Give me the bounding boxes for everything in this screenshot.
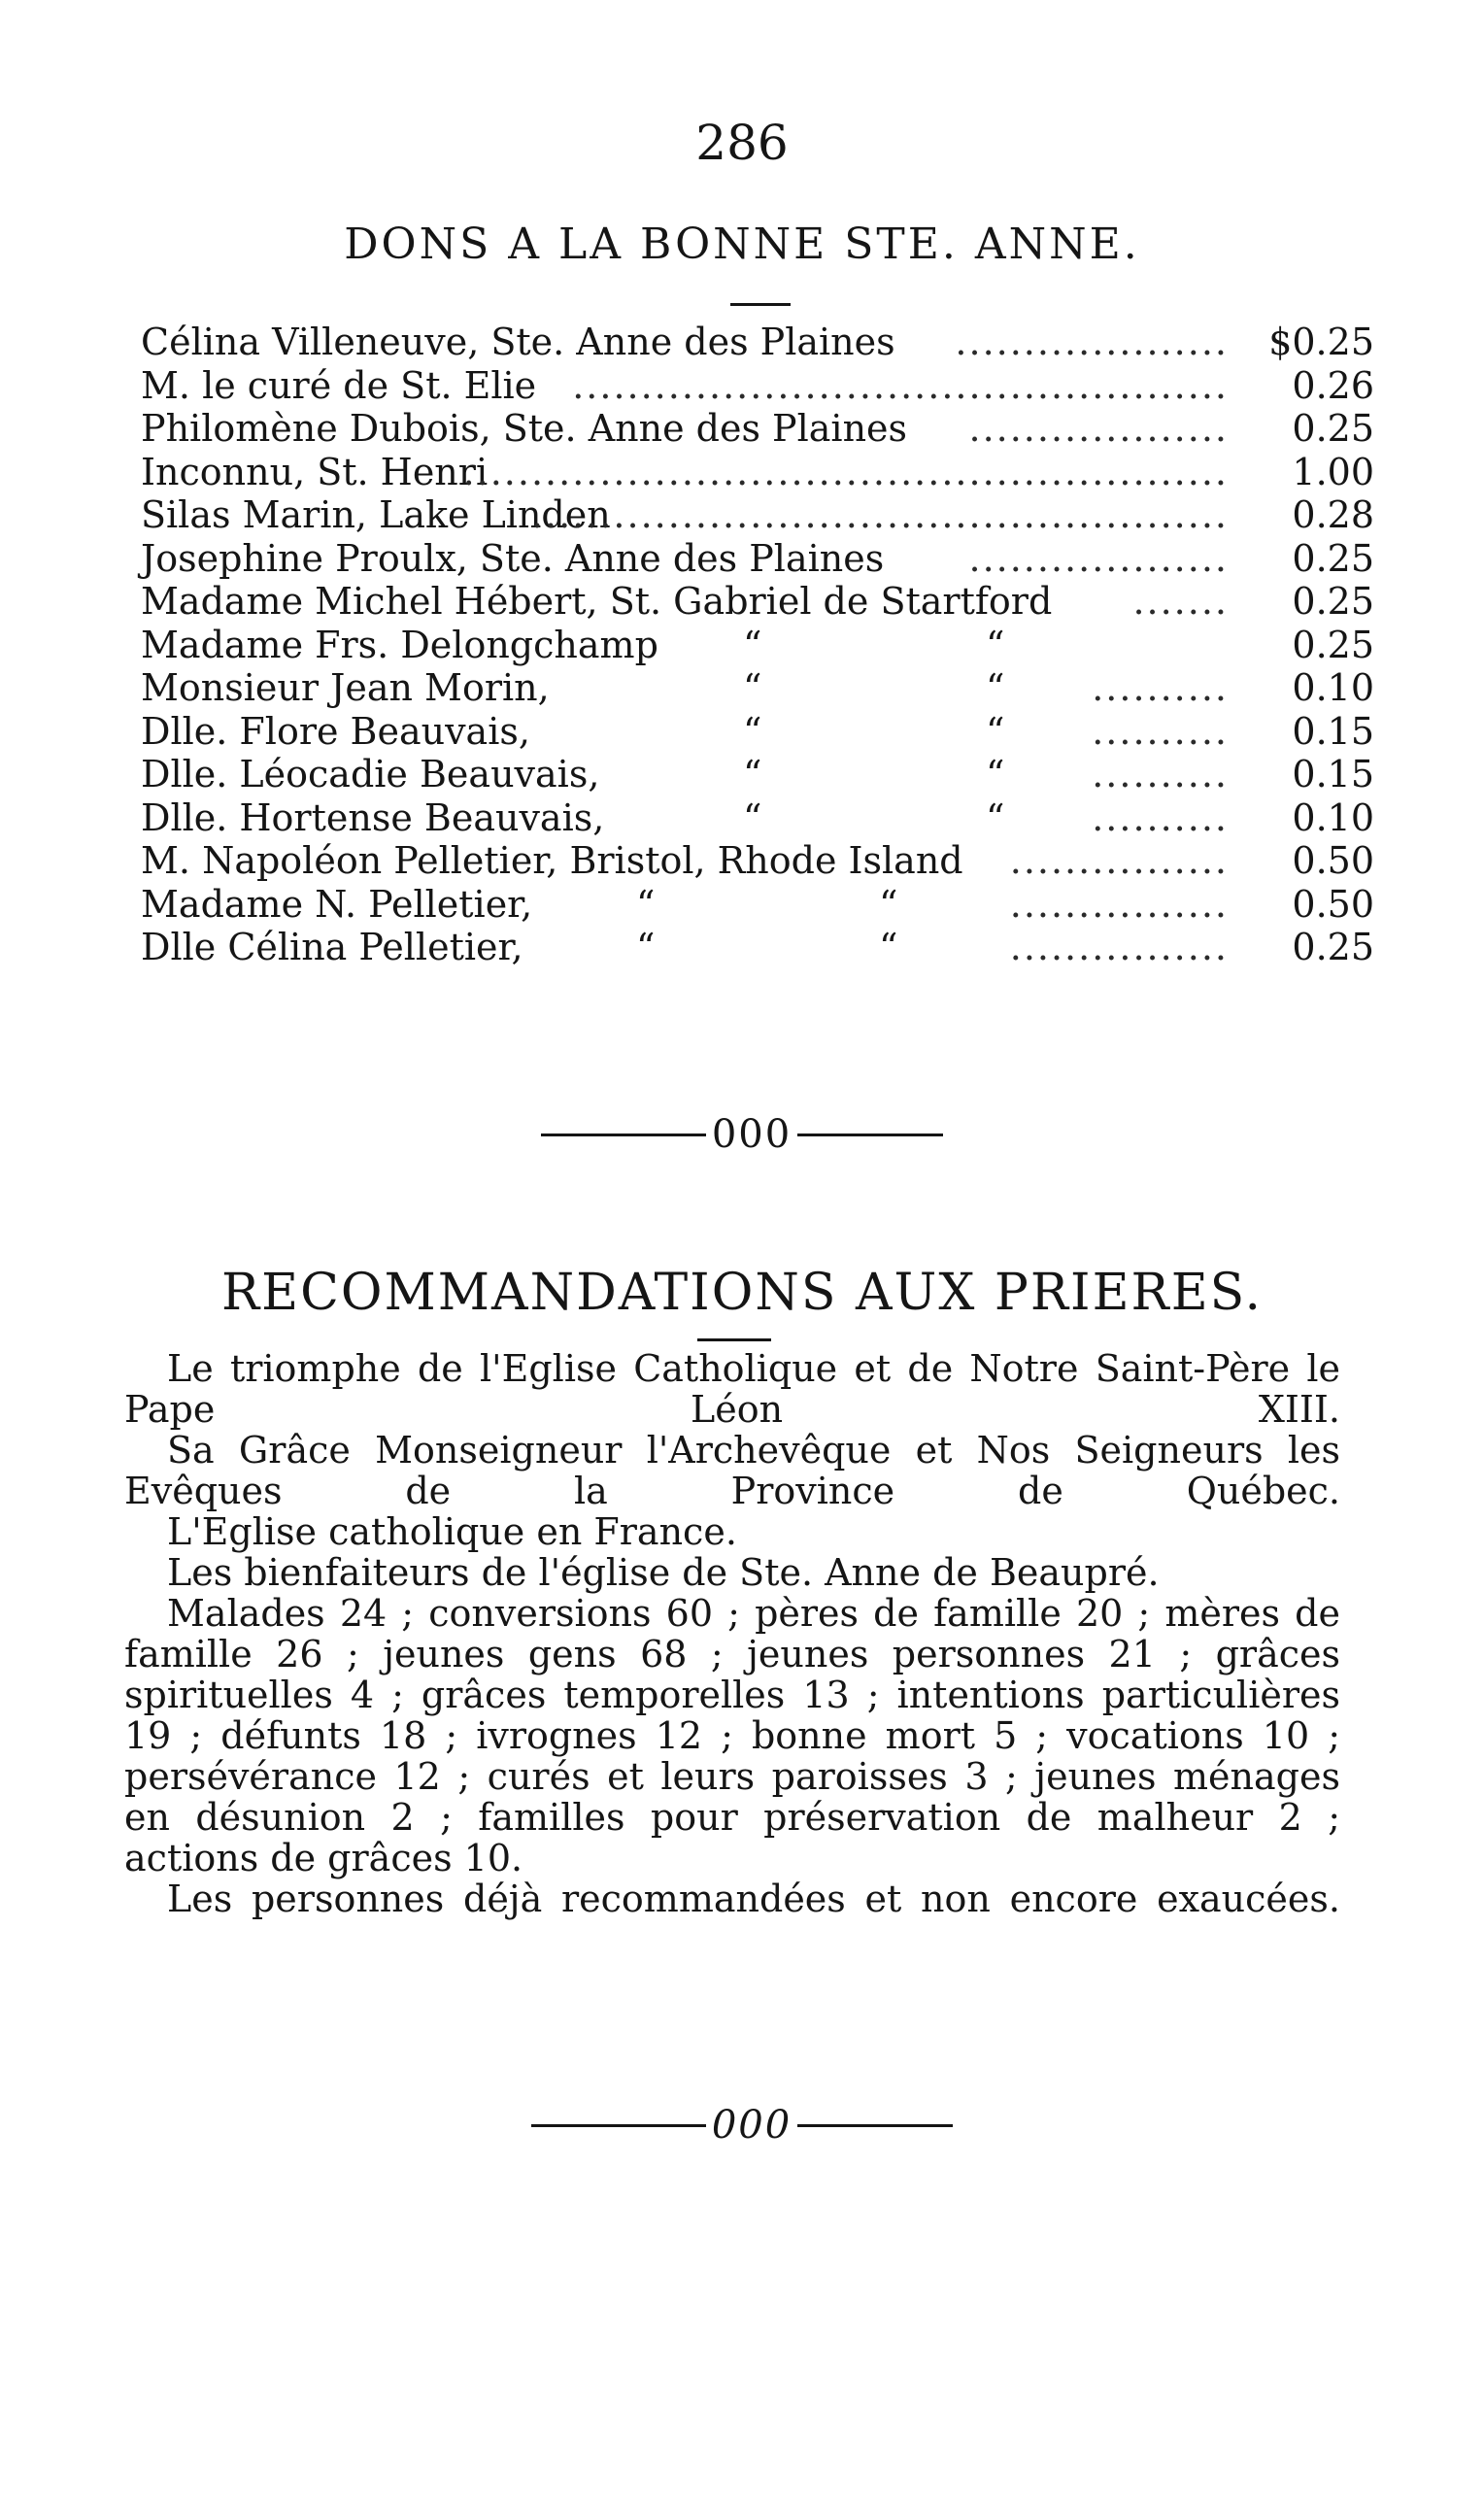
- paragraph: Les bienfaiteurs de l'église de Ste. Anne de Beaupré.: [167, 1551, 1160, 1594]
- dot-leader: ..........: [1092, 753, 1229, 795]
- donor-name: Monsieur Jean Morin,: [141, 666, 550, 709]
- donation-entry: [141, 407, 1374, 451]
- paragraph: Le triomphe de l'Eglise Catholique et de Notre Saint-Père le Pape Léon XIII.: [124, 1347, 1340, 1431]
- separator-mark: 000: [711, 1112, 793, 1157]
- separator-mark: 000: [711, 2103, 793, 2148]
- dot-leader: ................: [1009, 882, 1229, 926]
- dot-leader: ...................: [968, 407, 1229, 450]
- ditto-mark: “: [879, 926, 898, 968]
- dot-leader: ...................: [968, 536, 1229, 580]
- donation-amount: 0.25: [1292, 536, 1374, 580]
- separator-ornament: [0, 2098, 1484, 2149]
- donor-name: M. Napoléon Pelletier, Bristol, Rhode Island: [141, 839, 963, 882]
- ditto-mark: “: [743, 709, 762, 753]
- donation-entry: [141, 537, 1374, 581]
- ditto-mark: “: [743, 666, 762, 709]
- ditto-mark: “: [986, 795, 1005, 839]
- ditto-mark: “: [743, 753, 762, 795]
- donor-name: Silas Marin, Lake Linden: [141, 493, 611, 536]
- donation-entry: [141, 451, 1374, 494]
- donor-name: Dlle. Léocadie Beauvais,: [141, 753, 600, 795]
- separator-line: [797, 1134, 943, 1136]
- donation-entry: [141, 839, 1374, 883]
- donation-amount: $0.25: [1268, 321, 1374, 363]
- donations-list: [141, 321, 1374, 969]
- ditto-mark: “: [986, 623, 1005, 666]
- donation-entry: [141, 666, 1374, 710]
- ditto-mark: “: [986, 666, 1005, 709]
- donor-name: Dlle. Hortense Beauvais,: [141, 795, 605, 839]
- donor-name: Inconnu, St. Henri: [141, 450, 489, 493]
- ditto-mark: “: [636, 882, 656, 926]
- dot-leader: ..........: [1092, 666, 1229, 709]
- dot-leader: ....................: [955, 321, 1229, 363]
- donation-entry: [141, 364, 1374, 408]
- donor-name: Josephine Proulx, Ste. Anne des Plaines: [141, 536, 885, 580]
- donation-entry: [141, 796, 1374, 840]
- ditto-mark: “: [986, 709, 1005, 753]
- donation-amount: 0.26: [1292, 363, 1374, 407]
- dot-leader: ..........: [1092, 795, 1229, 839]
- paragraph: Malades 24 ; conversions 60 ; pères de famille 20 ; mères de famille 26 ; jeunes gens 68 ; jeunes personnes 21 ; grâces spirituelles 4 ; grâces temporelles 13 ; intentions particulières 19 ; défunts 18 ; ivrognes 12 ; bonne mort 5 ; vocations 10 ; persévérance 12 ; curés et leurs paroisses 3 ; jeunes ménages en désunion 2 ; familles pour préservation de malheur 2 ; actions de grâces 10.: [124, 1592, 1340, 1879]
- donation-entry: [141, 883, 1374, 927]
- dot-leader: ................................................: [572, 363, 1229, 407]
- prayer-recommendations: [124, 1348, 1340, 1919]
- ditto-mark: “: [879, 882, 898, 926]
- donation-amount: 0.25: [1292, 926, 1374, 968]
- donation-amount: 0.10: [1292, 666, 1374, 709]
- page-number: 286: [695, 115, 789, 171]
- donation-amount: 0.15: [1292, 709, 1374, 753]
- dot-leader: ................: [1009, 839, 1229, 882]
- donor-name: Madame Frs. Delongchamp: [141, 623, 658, 666]
- donation-entry: [141, 493, 1374, 537]
- donation-entry: [141, 321, 1374, 364]
- title-rule: [697, 1338, 771, 1341]
- donation-amount: 0.25: [1292, 580, 1374, 623]
- donor-name: Dlle. Flore Beauvais,: [141, 709, 530, 753]
- ditto-mark: “: [743, 795, 762, 839]
- separator-ornament: [0, 1107, 1484, 1159]
- ditto-mark: “: [986, 753, 1005, 795]
- donation-entry: [141, 710, 1374, 754]
- donation-entry: [141, 926, 1374, 969]
- donation-entry: [141, 580, 1374, 624]
- donor-name: M. le curé de St. Elie: [141, 363, 537, 407]
- separator-line: [541, 1134, 706, 1136]
- donation-amount: 0.25: [1292, 407, 1374, 450]
- dot-leader: ..........: [1092, 709, 1229, 753]
- paragraph: L'Eglise catholique en France.: [167, 1510, 737, 1553]
- dot-leader: ................: [1009, 926, 1229, 968]
- donor-name: Madame N. Pelletier,: [141, 882, 533, 926]
- ditto-mark: “: [743, 623, 762, 666]
- separator-line: [797, 2124, 953, 2127]
- donor-name: Célina Villeneuve, Ste. Anne des Plaines: [141, 321, 895, 363]
- ditto-mark: “: [636, 926, 656, 968]
- donation-amount: 1.00: [1292, 450, 1374, 493]
- donor-name: Philomène Dubois, Ste. Anne des Plaines: [141, 407, 908, 450]
- dot-leader: ...................................................: [530, 493, 1229, 536]
- recommandations-title: RECOMMANDATIONS AUX PRIERES.: [221, 1264, 1263, 1322]
- donation-amount: 0.25: [1292, 623, 1374, 666]
- donor-name: Dlle Célina Pelletier,: [141, 926, 523, 968]
- title-rule: [730, 303, 791, 306]
- donation-entry: [141, 624, 1374, 667]
- dot-leader: .......: [1132, 580, 1229, 623]
- donation-amount: 0.10: [1292, 795, 1374, 839]
- paragraph: Les personnes déjà recommandées et non encore exaucées.: [167, 1878, 1340, 1920]
- dot-leader: ........................................................: [462, 450, 1229, 493]
- donor-name: Madame Michel Hébert, St. Gabriel de Startford: [141, 580, 1053, 623]
- donation-amount: 0.28: [1292, 493, 1374, 536]
- donation-amount: 0.50: [1292, 839, 1374, 882]
- separator-line: [531, 2124, 706, 2127]
- donation-entry: [141, 753, 1374, 796]
- dons-title: DONS A LA BONNE STE. ANNE.: [344, 220, 1140, 269]
- donation-amount: 0.15: [1292, 753, 1374, 795]
- donation-amount: 0.50: [1292, 882, 1374, 926]
- paragraph: Sa Grâce Monseigneur l'Archevêque et Nos Seigneurs les Evêques de la Province de Québec.: [124, 1429, 1340, 1512]
